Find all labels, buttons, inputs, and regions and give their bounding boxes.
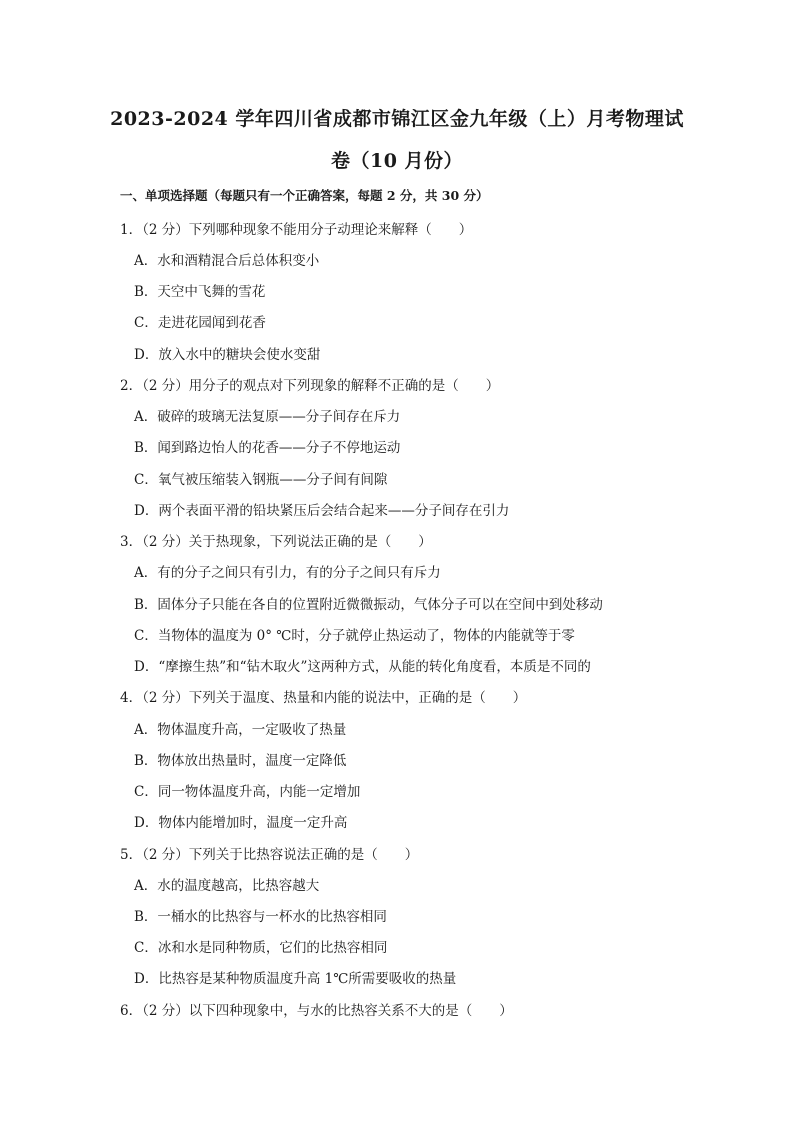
question-5-option-a: A．水的温度越高，比热容越大 [134, 878, 320, 894]
question-2-option-a: A．破碎的玻璃无法复原——分子间存在斥力 [134, 409, 401, 425]
question-6-stem: 6．（2 分）以下四种现象中，与水的比热容关系不大的是（ ） [120, 1003, 513, 1019]
question-4-option-b: B．物体放出热量时，温度一定降低 [134, 753, 347, 769]
section-heading: 一、单项选择题（每题只有一个正确答案，每题 2 分，共 30 分） [120, 188, 489, 203]
question-5-stem: 5．（2 分）下列关于比热容说法正确的是（ ） [120, 847, 419, 863]
question-3-option-d: D．“摩擦生热”和“钻木取火”这两种方式，从能的转化角度看，本质是不同的 [134, 659, 591, 675]
question-1-stem: 1．（2 分）下列哪种现象不能用分子动理论来解释（ ） [120, 222, 473, 238]
question-2-option-c: C．氧气被压缩装入钢瓶——分子间有间隙 [134, 472, 388, 488]
question-2-option-b: B．闻到路边怡人的花香——分子不停地运动 [134, 440, 401, 456]
question-5-option-d: D．比热容是某种物质温度升高 1℃所需要吸收的热量 [134, 971, 457, 987]
question-3-option-b: B．固体分子只能在各自的位置附近微微振动，气体分子可以在空间中到处移动 [134, 597, 603, 613]
question-3-stem: 3．（2 分）关于热现象，下列说法正确的是（ ） [120, 534, 432, 550]
question-2-option-d: D．两个表面平滑的铅块紧压后会结合起来——分子间存在引力 [134, 503, 510, 519]
question-4-option-c: C．同一物体温度升高，内能一定增加 [134, 784, 361, 800]
question-5-option-b: B．一桶水的比热容与一杯水的比热容相同 [134, 909, 387, 925]
question-4-stem: 4．（2 分）下列关于温度、热量和内能的说法中，正确的是（ ） [120, 690, 527, 706]
question-4-option-a: A．物体温度升高，一定吸收了热量 [134, 722, 347, 738]
question-4-option-d: D．物体内能增加时，温度一定升高 [134, 815, 348, 831]
question-1-option-d: D．放入水中的糖块会使水变甜 [134, 347, 321, 363]
question-3-option-a: A．有的分子之间只有引力，有的分子之间只有斥力 [134, 565, 441, 581]
question-1-option-c: C．走进花园闻到花香 [134, 315, 266, 331]
exam-title-line-2: 卷（10 月份） [330, 150, 464, 172]
exam-title-line-1: 2023-2024 学年四川省成都市锦江区金九年级（上）月考物理试 [110, 108, 684, 130]
question-5-option-c: C．冰和水是同种物质，它们的比热容相同 [134, 940, 388, 956]
question-1-option-a: A．水和酒精混合后总体积变小 [134, 253, 320, 269]
question-2-stem: 2．（2 分）用分子的观点对下列现象的解释不正确的是（ ） [120, 378, 500, 394]
question-3-option-c: C．当物体的温度为 0° ℃时，分子就停止热运动了，物体的内能就等于零 [134, 628, 575, 644]
question-1-option-b: B．天空中飞舞的雪花 [134, 284, 266, 300]
